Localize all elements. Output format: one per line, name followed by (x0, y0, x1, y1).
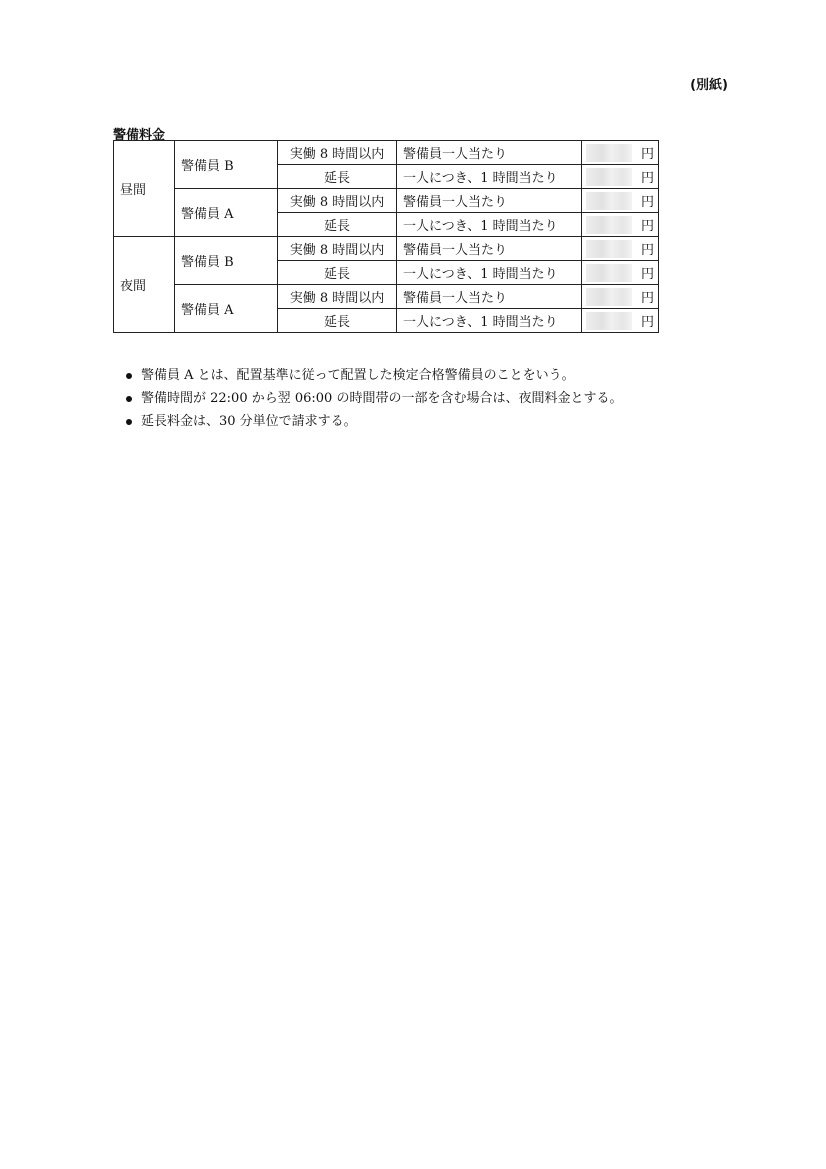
bullet-icon (126, 396, 132, 402)
bullet-icon (126, 373, 132, 379)
note-text: 警備員 A とは、配置基準に従って配置した検定合格警備員のことをいう。 (141, 368, 575, 383)
redacted-amount (586, 192, 632, 210)
duration-cell: 実働 8 時間以内 (278, 285, 397, 309)
note-text: 警備時間が 22:00 から翌 06:00 の時間帯の一部を含む場合は、夜間料金とする。 (141, 391, 623, 406)
unit-cell: 円 (640, 141, 659, 165)
amount-cell (582, 189, 641, 213)
unit-cell: 円 (640, 213, 659, 237)
guard-label: 警備員 A (175, 189, 278, 237)
amount-cell (582, 285, 641, 309)
unit-cell: 円 (640, 237, 659, 261)
fee-table (113, 140, 659, 333)
guard-label: 警備員 A (175, 285, 278, 333)
duration-cell: 実働 8 時間以内 (278, 141, 397, 165)
list-item (113, 412, 622, 435)
duration-cell: 実働 8 時間以内 (278, 237, 397, 261)
redacted-amount (586, 264, 632, 282)
basis-cell: 警備員一人当たり (397, 189, 582, 213)
unit-cell: 円 (640, 285, 659, 309)
duration-cell: 延長 (278, 213, 397, 237)
duration-cell: 延長 (278, 309, 397, 333)
basis-cell: 一人につき、1 時間当たり (397, 309, 582, 333)
basis-cell: 一人につき、1 時間当たり (397, 165, 582, 189)
table-row (114, 189, 659, 213)
unit-cell: 円 (640, 261, 659, 285)
list-item (113, 389, 622, 412)
guard-label: 警備員 B (175, 237, 278, 285)
amount-cell (582, 309, 641, 333)
basis-cell: 一人につき、1 時間当たり (397, 213, 582, 237)
duration-cell: 延長 (278, 261, 397, 285)
amount-cell (582, 165, 641, 189)
redacted-amount (586, 144, 632, 162)
basis-cell: 警備員一人当たり (397, 237, 582, 261)
period-label-day: 昼間 (114, 141, 175, 237)
amount-cell (582, 213, 641, 237)
basis-cell: 警備員一人当たり (397, 285, 582, 309)
duration-cell: 実働 8 時間以内 (278, 189, 397, 213)
table-row (114, 237, 659, 261)
duration-cell: 延長 (278, 165, 397, 189)
attachment-label: (別紙) (690, 78, 728, 93)
notes-list (113, 366, 622, 435)
note-text: 延長料金は、30 分単位で請求する。 (141, 414, 357, 429)
amount-cell (582, 261, 641, 285)
unit-cell: 円 (640, 165, 659, 189)
table-row (114, 285, 659, 309)
redacted-amount (586, 312, 632, 330)
redacted-amount (586, 240, 632, 258)
unit-cell: 円 (640, 189, 659, 213)
section-title: 警備料金 (113, 128, 166, 143)
basis-cell: 一人につき、1 時間当たり (397, 261, 582, 285)
bullet-icon (126, 419, 132, 425)
redacted-amount (586, 168, 632, 186)
redacted-amount (586, 216, 632, 234)
period-label-night: 夜間 (114, 237, 175, 333)
amount-cell (582, 237, 641, 261)
amount-cell (582, 141, 641, 165)
redacted-amount (586, 288, 632, 306)
basis-cell: 警備員一人当たり (397, 141, 582, 165)
list-item (113, 366, 622, 389)
guard-label: 警備員 B (175, 141, 278, 189)
table-row (114, 141, 659, 165)
unit-cell: 円 (640, 309, 659, 333)
